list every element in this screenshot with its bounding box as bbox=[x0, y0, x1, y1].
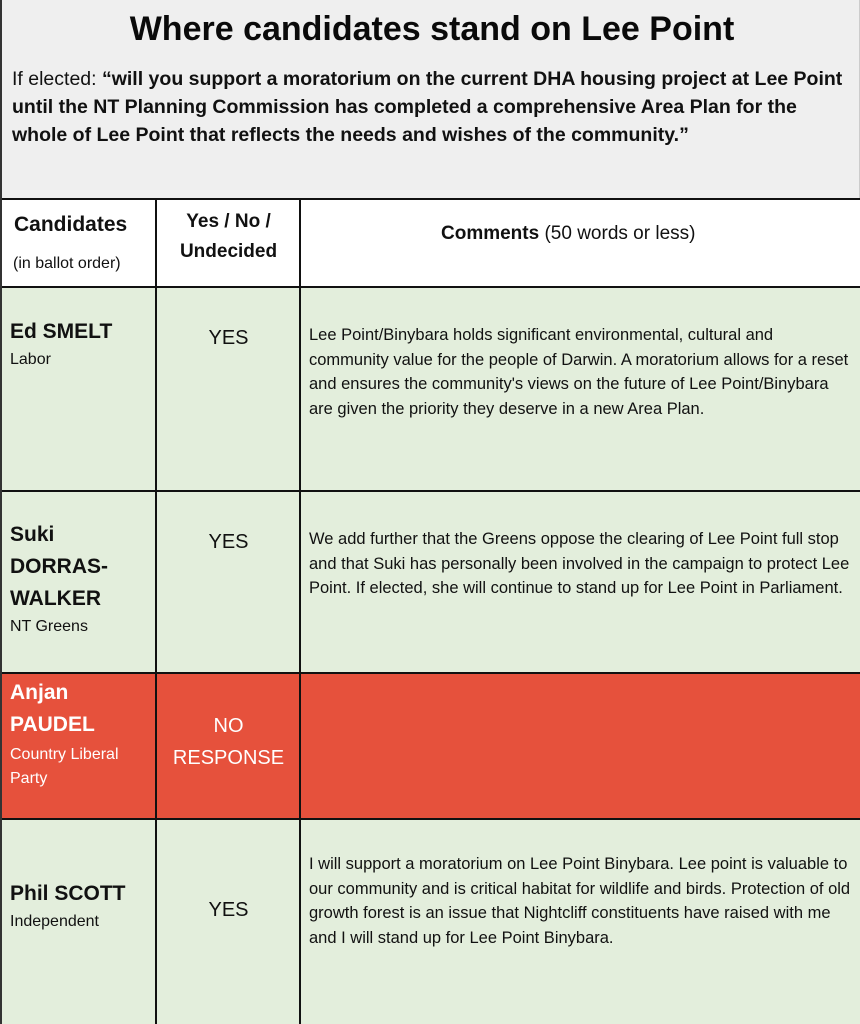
row-divider bbox=[0, 672, 860, 674]
header-candidates-cell bbox=[0, 198, 156, 288]
candidate-name: Phil SCOTT bbox=[10, 882, 126, 905]
table-row bbox=[0, 674, 860, 818]
candidate-answer: YES bbox=[208, 899, 249, 921]
header-comments bbox=[441, 223, 695, 245]
candidate-answer: YES bbox=[208, 531, 249, 553]
candidate-party: NT Greens bbox=[10, 618, 88, 635]
candidate-answer: YES bbox=[208, 327, 249, 349]
question-text: “will you support a moratorium on the current DHA housing project at Lee Point until the NT Planning Commission has completed a comprehensive Area Plan for the whole of Lee Point that reflects the needs and wishes of the community.” bbox=[12, 68, 843, 146]
candidate-cell bbox=[10, 677, 154, 791]
candidate-name-line-1: Suki bbox=[10, 523, 55, 546]
candidate-name-line-3: WALKER bbox=[10, 587, 101, 610]
table-top-border bbox=[0, 198, 860, 200]
row-divider bbox=[0, 818, 860, 820]
header-answer-cell bbox=[157, 198, 300, 288]
candidate-name-line-1: Anjan bbox=[10, 681, 69, 704]
header-comments-label: Comments bbox=[441, 223, 540, 244]
header-yes-no: Yes / No / bbox=[186, 211, 271, 232]
candidate-cell bbox=[10, 519, 150, 639]
candidate-comment: Lee Point/Binybara holds significant environmental, cultural and community value for the people of Darwin. A moratorium allows for a reset and ensures the community's views on the future of Lee Point/Binybara are given the priority they deserve in a new Area Plan. bbox=[309, 326, 849, 418]
table-row bbox=[0, 820, 860, 1024]
candidate-cell bbox=[10, 878, 150, 934]
candidate-comment: I will support a moratorium on Lee Point Binybara. Lee point is valuable to our community and is critical habitat for wildlife and birds. Protection of old growth forest is an issue that Nightcliff constituents have raised with me and I will stand up for Lee Point Binybara. bbox=[309, 855, 851, 947]
candidate-name-line-2: PAUDEL bbox=[10, 713, 95, 736]
candidate-name-line-2: DORRAS- bbox=[10, 555, 108, 578]
survey-question bbox=[12, 65, 852, 149]
answer-line-2: RESPONSE bbox=[172, 747, 285, 769]
column-divider bbox=[299, 198, 301, 1024]
row-divider bbox=[0, 490, 860, 492]
column-divider bbox=[155, 198, 157, 1024]
page-title: Where candidates stand on Lee Point bbox=[129, 10, 735, 48]
candidates-table bbox=[0, 198, 860, 1024]
table-header-row bbox=[0, 198, 860, 288]
candidate-party: Independent bbox=[10, 913, 99, 930]
candidate-party-line-1: Country Liberal bbox=[10, 746, 119, 763]
answer-line-1: NO bbox=[213, 715, 244, 737]
candidate-cell bbox=[10, 316, 150, 372]
header-ballot-order: (in ballot order) bbox=[13, 255, 121, 272]
header-undecided: Undecided bbox=[179, 241, 278, 262]
candidate-party-line-2: Party bbox=[10, 770, 48, 787]
table-row bbox=[0, 288, 860, 490]
candidate-name: Ed SMELT bbox=[10, 320, 113, 343]
candidate-party: Labor bbox=[10, 351, 51, 368]
header-comments-note: (50 words or less) bbox=[544, 223, 696, 244]
candidate-comment: We add further that the Greens oppose the clearing of Lee Point full stop and that Suki has personally been involved in the campaign to protect Lee Point. If elected, she will continue to stand up for Lee Point in Parliament. bbox=[309, 530, 850, 597]
table-row bbox=[0, 492, 860, 672]
header-divider bbox=[0, 286, 860, 288]
header-candidates: Candidates bbox=[14, 213, 128, 236]
table-left-border bbox=[0, 198, 2, 1024]
question-prefix: If elected: bbox=[12, 68, 102, 90]
survey-header bbox=[0, 0, 860, 198]
header-comments-cell bbox=[301, 198, 860, 288]
candidate-answer bbox=[157, 710, 300, 774]
